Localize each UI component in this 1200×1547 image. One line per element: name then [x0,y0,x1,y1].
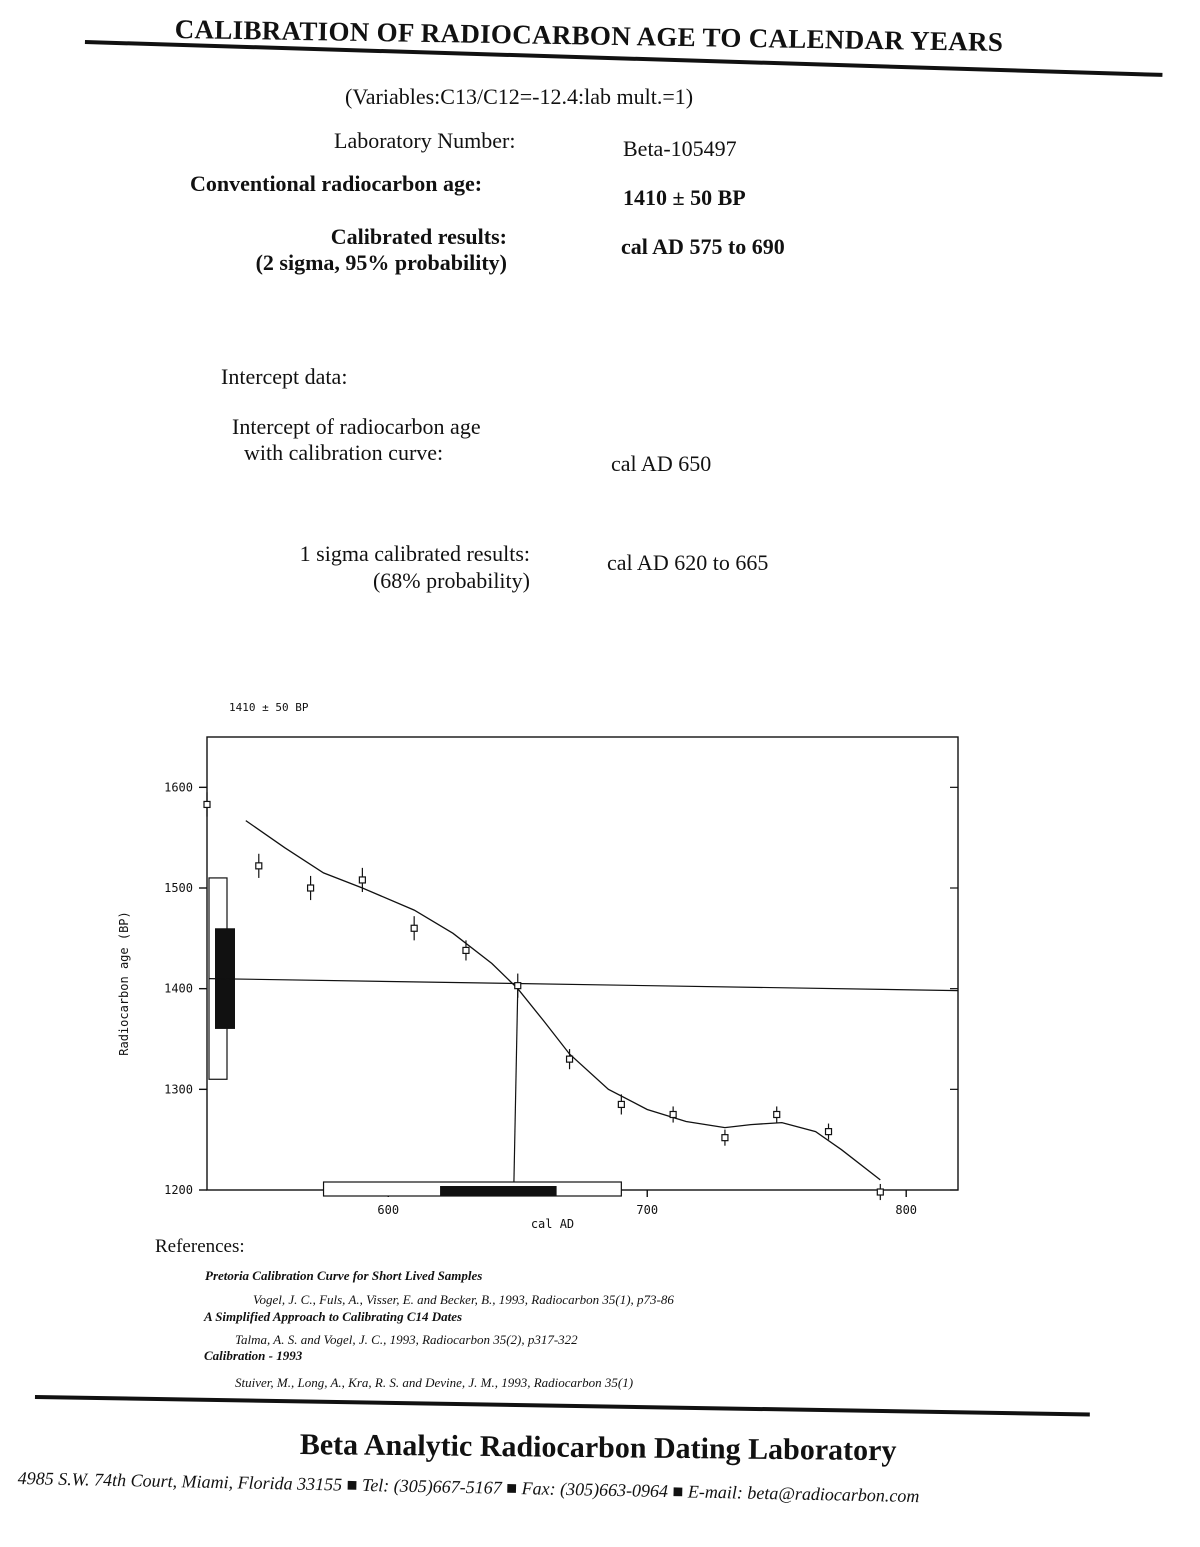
reference-3-citation: Stuiver, M., Long, A., Kra, R. S. and Devine, J. M., 1993, Radiocarbon 35(1) [235,1375,634,1390]
measurement-point [774,1112,780,1118]
measurement-point [826,1129,832,1135]
intercept-label-line1: Intercept of radiocarbon age [232,414,481,439]
y-axis-label: Radiocarbon age (BP) [117,911,131,1056]
measurement-point [670,1112,676,1118]
lab-number-value: Beta-105497 [623,136,737,161]
measurement-point [411,925,417,931]
measurement-point [877,1189,883,1195]
calibration-chart [110,690,980,1260]
chart-title: 1410 ± 50 BP [229,701,309,714]
sigma1-label-line1: 1 sigma calibrated results: [299,541,530,566]
lab-address: 4985 S.W. 74th Court, Miami, Florida 33155 ■ Tel: (305)667-5167 ■ Fax: (305)663-0964 ■ E-mail: beta@radiocarbon.com [17,1468,920,1507]
document-title: CALIBRATION OF RADIOCARBON AGE TO CALENDAR YEARS [174,14,1004,58]
reference-1-title: Pretoria Calibration Curve for Short Lived Samples [205,1268,483,1283]
measurement-point [204,801,210,807]
measurement-point [256,863,262,869]
reference-2-title: A Simplified Approach to Calibrating C14 Dates [204,1309,463,1324]
variables-line: (Variables:C13/C12=-12.4:lab mult.=1) [345,84,694,109]
measurement-point [618,1101,624,1107]
measurement-point [515,983,521,989]
intercept-label [232,414,481,466]
lab-name: Beta Analytic Radiocarbon Dating Laboratory [299,1428,897,1468]
calibrated-label-line1: Calibrated results: [330,224,507,249]
intercept-label-line2: with calibration curve: [244,440,444,465]
age-line [209,979,958,991]
reference-2-citation: Talma, A. S. and Vogel, J. C., 1993, Radiocarbon 35(2), p317-322 [235,1332,578,1347]
conventional-age-label: Conventional radiocarbon age: [190,171,483,196]
measurement-point [722,1135,728,1141]
x-tick-label: 700 [636,1203,659,1217]
y-tick-label: 1200 [164,1183,193,1197]
references-heading: References: [155,1236,245,1257]
y-tick-label: 1400 [164,981,193,996]
sigma1-label [268,540,530,594]
x-axis-label: cal AD [530,1217,575,1231]
plot-frame [207,737,958,1190]
y-tick-label: 1600 [164,780,193,795]
footer-rule [35,1395,1090,1416]
calibrated-label-line2: (2 sigma, 95% probability) [255,250,507,275]
calibrated-range-1sigma [440,1186,557,1196]
measurement-point [308,885,314,891]
measurement-point [567,1056,573,1062]
calibrated-results-value: cal AD 575 to 690 [621,234,785,259]
y-tick-label: 1500 [164,881,193,895]
intercept-value: cal AD 650 [611,451,712,476]
measurement-point [359,877,365,883]
lab-number-label: Laboratory Number: [334,128,516,153]
calibrated-results-label [222,224,507,276]
sigma1-value: cal AD 620 to 665 [607,550,769,575]
x-tick-label: 600 [377,1203,400,1217]
measurement-point [463,947,469,953]
conventional-age-value: 1410 ± 50 BP [623,185,746,210]
intercept-line [514,989,518,1190]
calibration-curve [246,821,881,1180]
reference-3-title: Calibration - 1993 [204,1348,303,1363]
x-tick-label: 800 [895,1203,918,1217]
reference-1-citation: Vogel, J. C., Fuls, A., Visser, E. and Becker, B., 1993, Radiocarbon 35(1), p73-86 [253,1292,674,1307]
sigma1-label-line2: (68% probability) [372,568,530,593]
y-tick-label: 1300 [164,1082,193,1097]
intercept-heading: Intercept data: [221,364,348,389]
